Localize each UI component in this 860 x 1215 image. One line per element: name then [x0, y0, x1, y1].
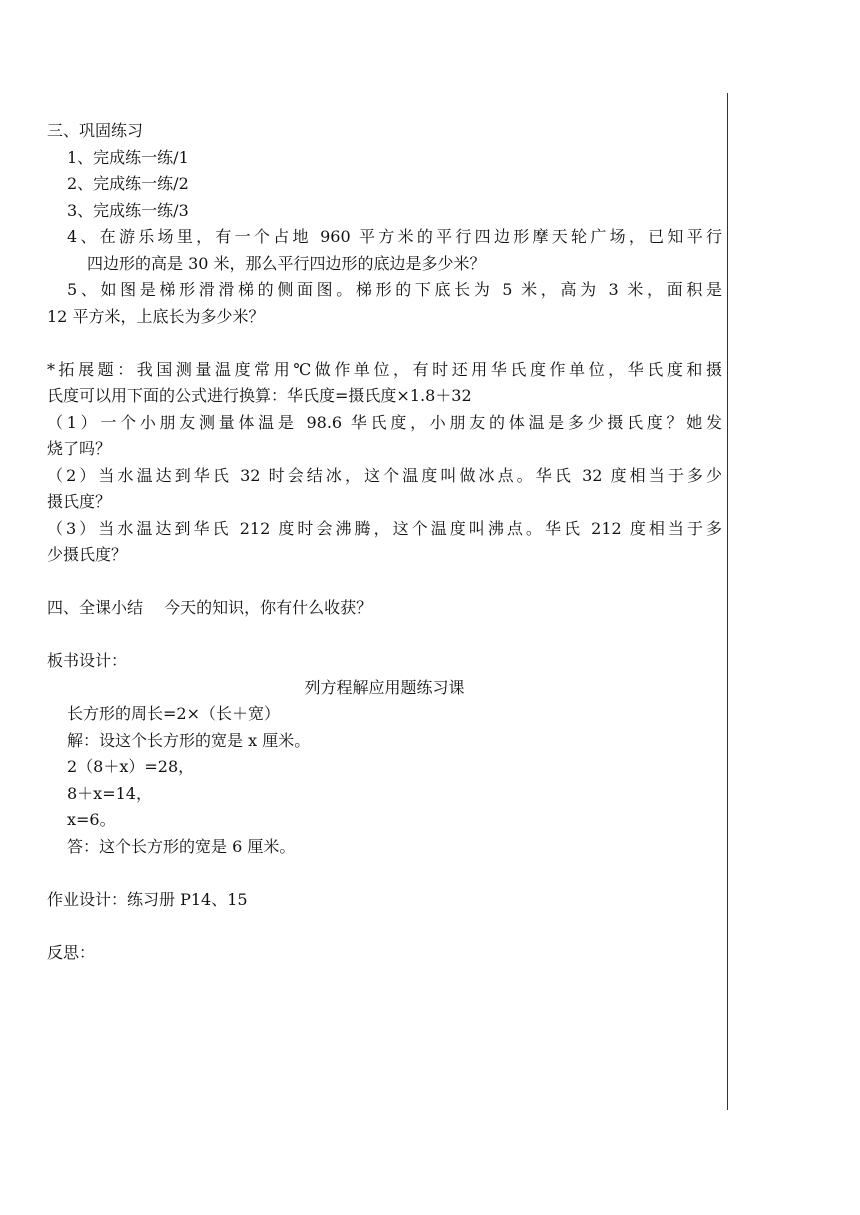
practice-item-4-line2: 四边形的高是 30 米，那么平行四边形的底边是多少米？	[87, 253, 486, 273]
section4-heading: 四、全课小结 今天的知识，你有什么收获？	[47, 598, 373, 617]
extension-q1-line2: 烧了吗？	[47, 439, 112, 458]
board-equation-2: 8＋x=14，	[67, 783, 152, 803]
board-design-label: 板书设计：	[47, 651, 128, 670]
extension-q2-line1: （2）当水温达到华氏 32 时会结冰，这个温度叫做冰点。华氏 32 度相当于多少	[47, 465, 722, 485]
board-title: 列方程解应用题练习课	[304, 677, 465, 697]
extension-q1-line1: （1）一个小朋友测量体温是 98.6 华氏度，小朋友的体温是多少摄氏度？她发	[47, 412, 722, 432]
practice-item-5-line2: 12 平方米，上底长为多少米？	[47, 306, 265, 326]
extension-q3-line2: 少摄氏度？	[47, 545, 128, 564]
section3-heading: 三、巩固练习	[47, 121, 144, 140]
practice-item-4-line1: 4、在游乐场里，有一个占地 960 平方米的平行四边形摩天轮广场，已知平行	[67, 227, 722, 246]
extension-line2: 氏度可以用下面的公式进行换算：华氏度=摄氏度×1.8＋32	[47, 386, 472, 405]
practice-item-1: 1、完成练一练/1	[67, 147, 189, 167]
homework-design: 作业设计：练习册 P14、15	[47, 889, 248, 909]
page-border-line	[727, 93, 728, 1110]
reflection-label: 反思：	[47, 942, 96, 962]
extension-q2-line2: 摄氏度？	[47, 492, 112, 511]
practice-item-5-line1: 5、如图是梯形滑滑梯的侧面图。梯形的下底长为 5 米，高为 3 米，面积是	[67, 280, 722, 299]
document-body	[47, 118, 722, 966]
extension-q3-line1: （3）当水温达到华氏 212 度时会沸腾，这个温度叫沸点。华氏 212 度相当于多	[47, 518, 722, 538]
board-answer: 答：这个长方形的宽是 6 厘米。	[67, 836, 296, 856]
board-equation-3: x=6。	[67, 810, 116, 829]
board-formula: 长方形的周长=2×（长＋宽）	[67, 704, 280, 723]
extension-line1: *拓展题：我国测量温度常用℃做作单位，有时还用华氏度作单位，华氏度和摄	[47, 359, 722, 379]
practice-item-3: 3、完成练一练/3	[67, 200, 189, 220]
board-solve: 解：设这个长方形的宽是 x 厘米。	[67, 730, 311, 750]
practice-item-2: 2、完成练一练/2	[67, 174, 189, 193]
board-equation-1: 2（8＋x）=28，	[67, 757, 195, 776]
